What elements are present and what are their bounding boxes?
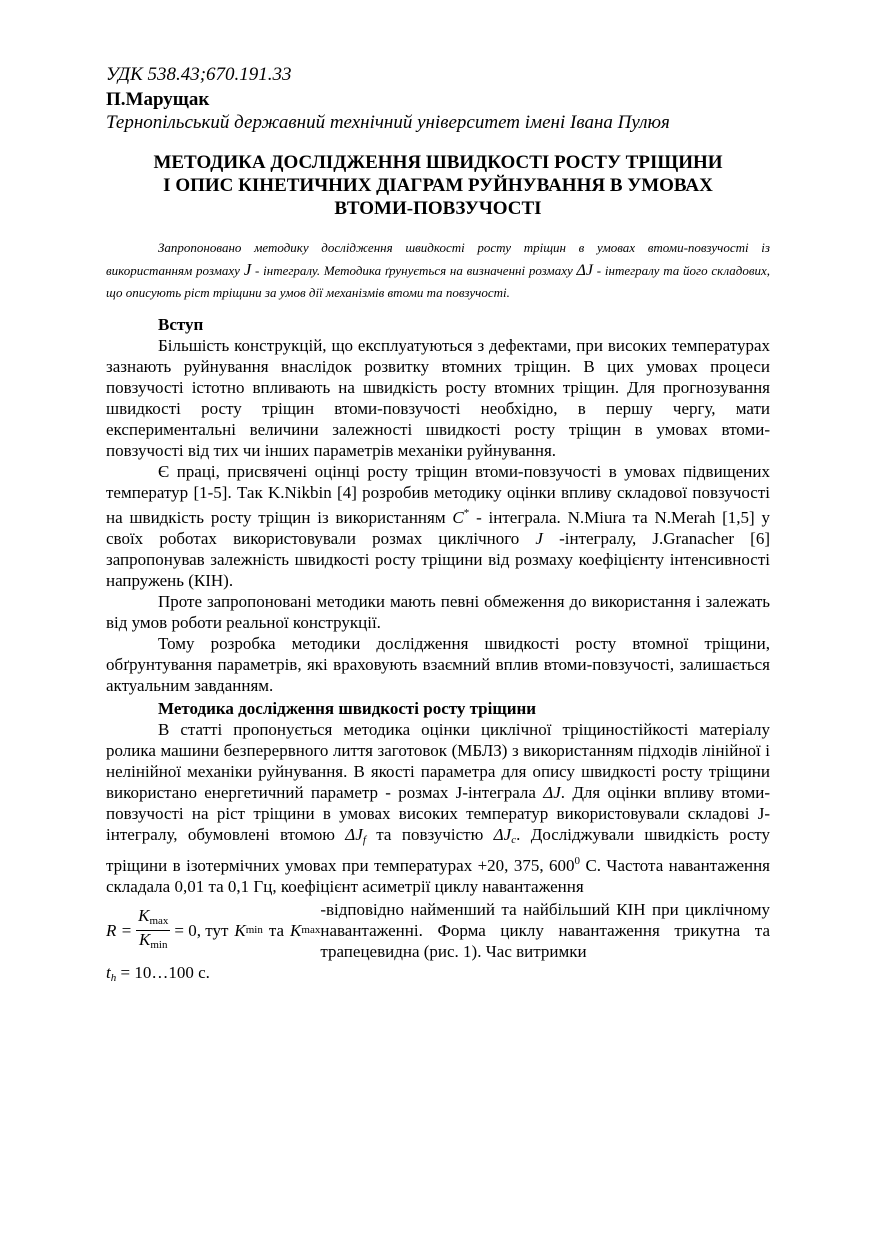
affiliation: Тернопільський державний технічний університет імені Івана Пулюя bbox=[106, 112, 670, 133]
symbol-c: C bbox=[452, 508, 464, 527]
intro-p2-part-b: - інтеграла. N.Miura та N.Merah [1,5] у своїх роботах використовували розмах циклічного bbox=[106, 508, 771, 548]
intro-paragraph-1: Більшість конструкцій, що експлуатуються з дефектами, при високих температурах зазнають руйнування внаслідок розвитку втомних тріщин. В цих умовах процеси повзучості істотно впливають на швидкість росту втомних тріщин. Для прогнозування швидкості росту тріщин втоми-повзучості необхідно, в першу чергу, мати експериментальні величини залежності швидкості росту тріщин в умовах втоми-повзучості від тих чи інших параметрів механіки руйнування. bbox=[106, 336, 770, 460]
title-line-3: ВТОМИ-ПОВЗУЧОСТІ bbox=[334, 198, 542, 219]
subscript-f: f bbox=[362, 834, 366, 846]
subscript-h: h bbox=[110, 972, 117, 984]
degree-superscript: 0 bbox=[574, 855, 581, 867]
symbol-delta-j: ΔJ bbox=[543, 783, 561, 802]
formula-eq-zero: = 0, тут bbox=[174, 921, 229, 940]
paper-title bbox=[106, 151, 770, 220]
abstract-text bbox=[106, 237, 770, 304]
formula-tail: -відповідно найменший та найбільший КІН при циклічному навантаженні. Форма циклу навантаження трикутна та трапецевидна (рис. 1). Час витримки bbox=[320, 900, 770, 961]
abstract-part-3: - інтегралу та його складових, що описують ріст тріщини за умов дії механізмів втоми та повзучості. bbox=[106, 263, 771, 300]
udc-code: УДК 538.43;670.191.33 bbox=[106, 64, 292, 85]
subscript-min: min bbox=[150, 939, 168, 951]
method-paragraph-1 bbox=[106, 719, 770, 897]
symbol-delta-j: ΔJ bbox=[576, 262, 594, 279]
method-p1-part-e: С. Частота навантаження складала 0,01 та 0,1 Гц, коефіцієнт асиметрії циклу навантаження bbox=[106, 856, 771, 896]
subscript-c: c bbox=[511, 834, 517, 846]
subscript-min: min bbox=[245, 924, 263, 936]
symbol-k: K bbox=[139, 930, 151, 949]
abstract-part-2: - інтегралу. Методика ґрунується на визначенні розмаху bbox=[255, 263, 573, 278]
formula-r: R = bbox=[106, 921, 133, 940]
conjunction-ta: та bbox=[268, 921, 285, 940]
title-line-1: МЕТОДИКА ДОСЛІДЖЕННЯ ШВИДКОСТІ РОСТУ ТРІЩИНИ bbox=[153, 152, 723, 173]
symbol-k-min: K bbox=[234, 921, 246, 940]
abstract-part-1: Запропоновано методику дослідження швидкості росту тріщин в умовах втоми-повзучості із використанням розмаху bbox=[106, 240, 770, 278]
abstract bbox=[106, 237, 770, 304]
subscript-max: max bbox=[301, 924, 321, 936]
method-p1-part-c: та повзучістю bbox=[376, 825, 484, 844]
intro-paragraph-4: Тому розробка методики дослідження швидкості росту втомної тріщини, обґрунтування параметрів, які враховують взаємний вплив втоми-повзучості, залишається актуальним завданням. bbox=[106, 634, 770, 695]
method-p1-part-d: . Досліджували швидкість росту тріщини в ізотермічних умовах при температурах +20, 375, 600 bbox=[106, 825, 770, 875]
intro-p2-part-a: Є праці, присвячені оцінці росту тріщин втоми-повзучості в умовах підвищених температур [1-5]. Так K.Nikbin [4] розробив методику оцінки впливу складової повзучості на швидкість росту тріщин із використанням bbox=[106, 462, 770, 527]
hold-time-line bbox=[106, 962, 770, 989]
intro-p2-part-d: -інтегралу, J.Granacher [6] запропонував залежність швидкості росту тріщини від розмаху коефіцієнту інтенсивності напружень (КІН). bbox=[106, 529, 770, 590]
fraction-denominator bbox=[137, 931, 169, 954]
intro-heading: Вступ bbox=[158, 315, 204, 334]
symbol-j-cyclic: J bbox=[535, 529, 543, 548]
section-method bbox=[106, 698, 770, 989]
intro-paragraph-2 bbox=[106, 461, 770, 591]
symbol-k-max: K bbox=[290, 921, 302, 940]
symbol-delta-j-f: ΔJ bbox=[345, 825, 363, 844]
intro-paragraph-3: Проте запропоновані методики мають певні обмеження до використання і залежать від умов роботи реальної конструкції. bbox=[106, 592, 770, 632]
fraction-numerator bbox=[136, 907, 170, 931]
method-p1-part-a: В статті пропонується методика оцінки циклічної тріщиностійкості матеріалу ролика машини безперервного лиття заготовок (МБЛЗ) з використанням підходів лінійної і нелінійної механіки руйнування. В якості параметра для опису швидкості росту тріщини використано енергетичний параметр - розмах J-інтеграла bbox=[106, 720, 770, 802]
symbol-k: K bbox=[138, 906, 150, 925]
asymmetry-formula-line bbox=[106, 899, 770, 962]
symbol-t: t bbox=[106, 963, 111, 982]
symbol-delta-j-c: ΔJ bbox=[493, 825, 512, 844]
symbol-star: * bbox=[463, 507, 470, 519]
hold-time-value: = 10…100 с. bbox=[120, 963, 210, 982]
title-line-2: І ОПИС КІНЕТИЧНИХ ДІАГРАМ РУЙНУВАННЯ В УМОВАХ bbox=[163, 175, 713, 196]
method-p1-part-b: . Для оцінки впливу втоми-повзучості на ріст тріщини в умовах високих температур використовували складові J-інтегралу, обумовлені втомою bbox=[106, 783, 771, 844]
section-intro bbox=[106, 314, 770, 696]
fraction-kmax-kmin bbox=[136, 907, 170, 954]
author-name: П.Марущак bbox=[106, 89, 210, 110]
subscript-max: max bbox=[149, 915, 169, 927]
method-heading: Методика дослідження швидкості росту тріщини bbox=[158, 699, 537, 718]
symbol-j: J bbox=[243, 260, 252, 279]
